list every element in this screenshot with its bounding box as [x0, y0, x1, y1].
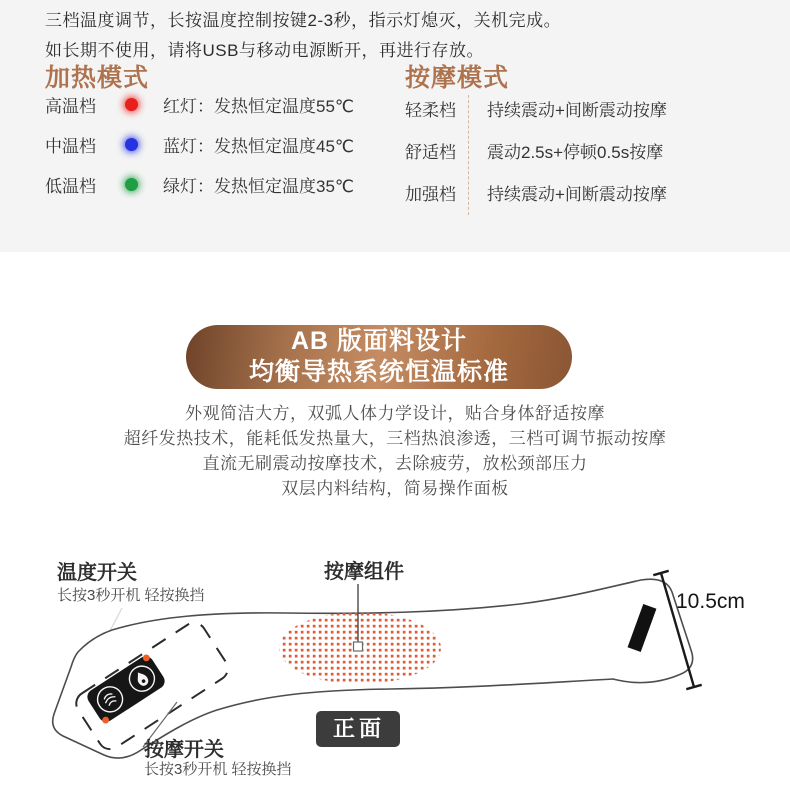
massage-row-gentle: [405, 87, 745, 129]
massage-desc: 持续震动+间断震动按摩: [487, 184, 667, 204]
massage-mode-table: [405, 87, 745, 213]
massage-desc: 震动2.5s+停顿0.5s按摩: [487, 142, 664, 162]
heating-mode-title: 加热模式: [45, 64, 150, 92]
massage-switch-label: 按摩开关: [144, 739, 224, 761]
heating-row-high: [45, 84, 354, 124]
heating-desc: 红灯：发热恒定温度55℃: [163, 96, 355, 116]
temp-switch-label: 温度开关: [57, 562, 137, 584]
dashed-divider: [468, 95, 469, 215]
massage-level-label: 舒适档: [405, 142, 456, 162]
green-led-icon: [125, 178, 138, 191]
usage-notice-section: [0, 0, 790, 252]
massage-level-label: 轻柔档: [405, 100, 456, 120]
massage-mode-title: 按摩模式: [405, 64, 510, 92]
heating-level-label: 低温档: [45, 176, 96, 196]
heating-level-label: 高温档: [45, 96, 96, 116]
feature-list: [0, 401, 790, 501]
blue-led-icon: [125, 138, 138, 151]
massage-row-strong: [405, 171, 745, 213]
feature-line: 超纤发热技术，能耗低发热量大，三档热浪渗透，三档可调节振动按摩: [123, 429, 667, 448]
massage-row-comfort: [405, 129, 745, 171]
heating-level-label: 中温档: [45, 136, 96, 156]
feature-line: 外观简洁大方，双弧人体力学设计，贴合身体舒适按摩: [185, 404, 605, 423]
heating-row-low: [45, 164, 354, 204]
front-view-badge: 正面: [316, 711, 400, 747]
fabric-design-banner: [186, 325, 572, 389]
massage-switch-hint: 长按3秒开机 轻按换挡: [144, 761, 292, 778]
massage-desc: 持续震动+间断震动按摩: [487, 100, 667, 120]
feature-line: 双层内料结构，简易操作面板: [281, 479, 509, 498]
banner-line2: 均衡导热系统恒温标准: [248, 358, 509, 386]
heating-desc: 绿灯：发热恒定温度35℃: [163, 176, 355, 196]
massage-level-label: 加强档: [405, 184, 456, 204]
storage-notice-text: 如长期不使用，请将USB与移动电源断开，再进行存放。: [45, 41, 484, 60]
heating-desc: 蓝灯：发热恒定温度45℃: [163, 136, 355, 156]
massage-part-label: 按摩组件: [324, 561, 404, 583]
feature-line: 直流无刷震动按摩技术，去除疲劳，放松颈部压力: [202, 454, 588, 473]
heating-mode-table: [45, 84, 354, 204]
product-front-diagram: [0, 540, 790, 800]
red-led-icon: [125, 98, 138, 111]
temp-switch-hint: 长按3秒开机 轻按换挡: [57, 587, 205, 604]
banner-line1: AB 版面料设计: [290, 327, 468, 355]
clipped-notice-text: 三档温度调节，长按温度控制按键2-3秒，指示灯熄灭，关机完成。: [45, 11, 562, 30]
pointer-end-square: [354, 642, 363, 651]
width-value-label: 10.5cm: [676, 590, 745, 613]
heating-row-mid: [45, 124, 354, 164]
